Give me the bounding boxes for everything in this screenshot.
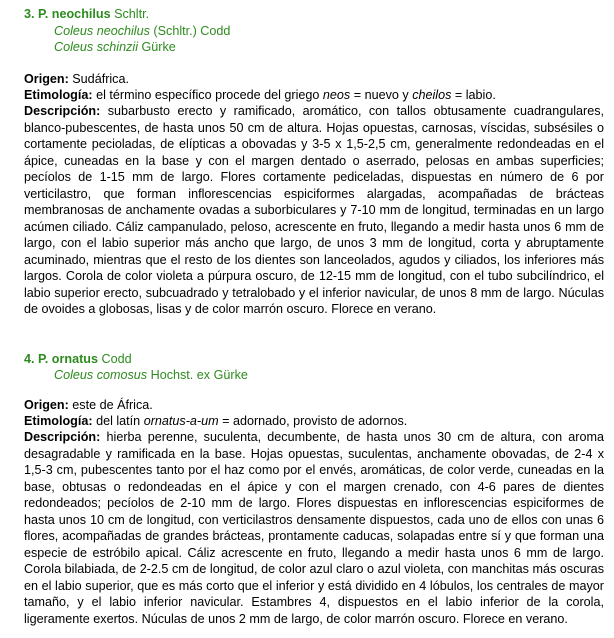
etymology-term: ornatus-a-um [143,414,219,428]
etymology-line [24,87,496,103]
etymology-term: cheilos [412,88,452,102]
origin-value: este de África. [72,398,153,412]
synonym-name: Coleus schinzii [54,40,138,54]
description-label: Descripción: [24,104,101,118]
etymology-text: = labio. [451,88,496,102]
species-heading [24,6,149,23]
synonym-author: Hochst. ex Gürke [150,368,248,382]
etymology-label: Etimología: [24,88,93,102]
species-heading [24,351,132,368]
species-epithet: ornatus [51,352,98,366]
synonym-name: Coleus neochilus [54,24,150,38]
description-label: Descripción: [24,430,101,444]
etymology-text: = adornado, provisto de adornos. [218,414,408,428]
etymology-term: neos [322,88,351,102]
description-text: subarbusto erecto y ramificado, aromático, con tallos obtusamente cuadrangulares, blanco-pubescentes, de hasta unos 50 cm de altura. Hojas opuestas, carnosas, víscidas, subsésiles o cortamente pecioladas, de elípticas a obovadas y 3-5 x 1,5-2,5 cm, generalmente redondeadas en el ápice, cuneadas en la base y con el margen dentado o aserrado, pelosas en ambas superficies; pecíolos de 1-15 mm de largo. Flores cortamente pediceladas, dispuestas en número de 6 por verticilastro, que forman inflorescencias espiciformes alargadas, acompañadas de brácteas membranosas de anchamente ovadas a suborbiculares y 7-10 mm de longitud, terminadas en un largo acúmen ciliado. Cáliz campanulado, peloso, acrescente en fruto, llegando a medir hasta unos 6 mm de largo, con el labio superior más ancho que largo, de unos 3 mm de longitud, corta y abruptamente acuminado, mientras que el resto de los dientes son lanceolados, agudos y ciliados, los inferiores más largos. Corola de color violeta a púrpura oscuro, de 12-15 mm de longitud, con el tubo subcilíndrico, el labio superior erecto, subcuadrado y tetralobado y el inferior navicular, de unos 8 mm de largo. Núculas de ovoides a globosas, lisas y de color marrón oscuro. Florece en verano. [24,104,604,316]
description-paragraph [24,429,604,627]
etymology-label: Etimología: [24,414,93,428]
description-text: hierba perenne, suculenta, decumbente, de hasta unos 30 cm de altura, con aroma desagradable y ramificada en la base. Hojas opuestas, suculentas, anchamente obovadas, de 2-4 x 1,5-3 cm, pubescentes tanto por el haz como por el envés, aromáticas, de color verde, cuneadas en la base, obtusas o redondeadas en el ápice y con el margen crenado, con 4-6 pares de dientes redondeados; pecíolos de 2-10 mm de largo. Flores dispuestas en inflorescencias espiciformes de hasta unos 10 cm de longitud, con verticilastros densamente dispuestos, cada uno de ellos con unas 6 flores, acompañadas de grandes brácteas, prontamente caducas, solapadas entre sí y que forman una especie de estróbilo apical. Cáliz acrescente en fruto, llegando a medir hasta unos 6 mm de largo. Corola bilabiada, de 2-2.5 cm de longitud, de color azul claro o azul violeta, con manchitas más oscuras en el labio superior, que es más corto que el inferior y está dividido en 4 lóbulos, los centrales de mayor tamaño, y el labio inferior navicular. Estambres 4, dispuestos en el labio inferior de la corola, ligeramente exertos. Núculas de unos 2 mm de largo, de color marrón oscuro. Florece en verano. [24,430,604,626]
origin-line [24,71,129,87]
species-epithet: neochilus [51,7,111,21]
etymology-text: = nuevo y [350,88,413,102]
origin-value: Sudáfrica. [72,72,129,86]
etymology-text: el término específico procede del griego [96,88,323,102]
species-number: 4. [24,352,35,366]
origin-label: Origen: [24,72,69,86]
synonym [54,23,230,39]
etymology-line [24,413,407,429]
description-paragraph [24,103,604,318]
etymology-text: del latín [96,414,144,428]
synonym-author: Gürke [141,40,176,54]
origin-label: Origen: [24,398,69,412]
species-author: Codd [101,352,132,366]
synonym [54,367,248,383]
species-genus: P. [38,7,49,21]
origin-line [24,397,153,413]
species-number: 3. [24,7,35,21]
species-genus: P. [38,352,49,366]
synonym-name: Coleus comosus [54,368,148,382]
synonym-author: (Schltr.) Codd [153,24,231,38]
species-author: Schltr. [114,7,150,21]
synonym [54,39,176,55]
